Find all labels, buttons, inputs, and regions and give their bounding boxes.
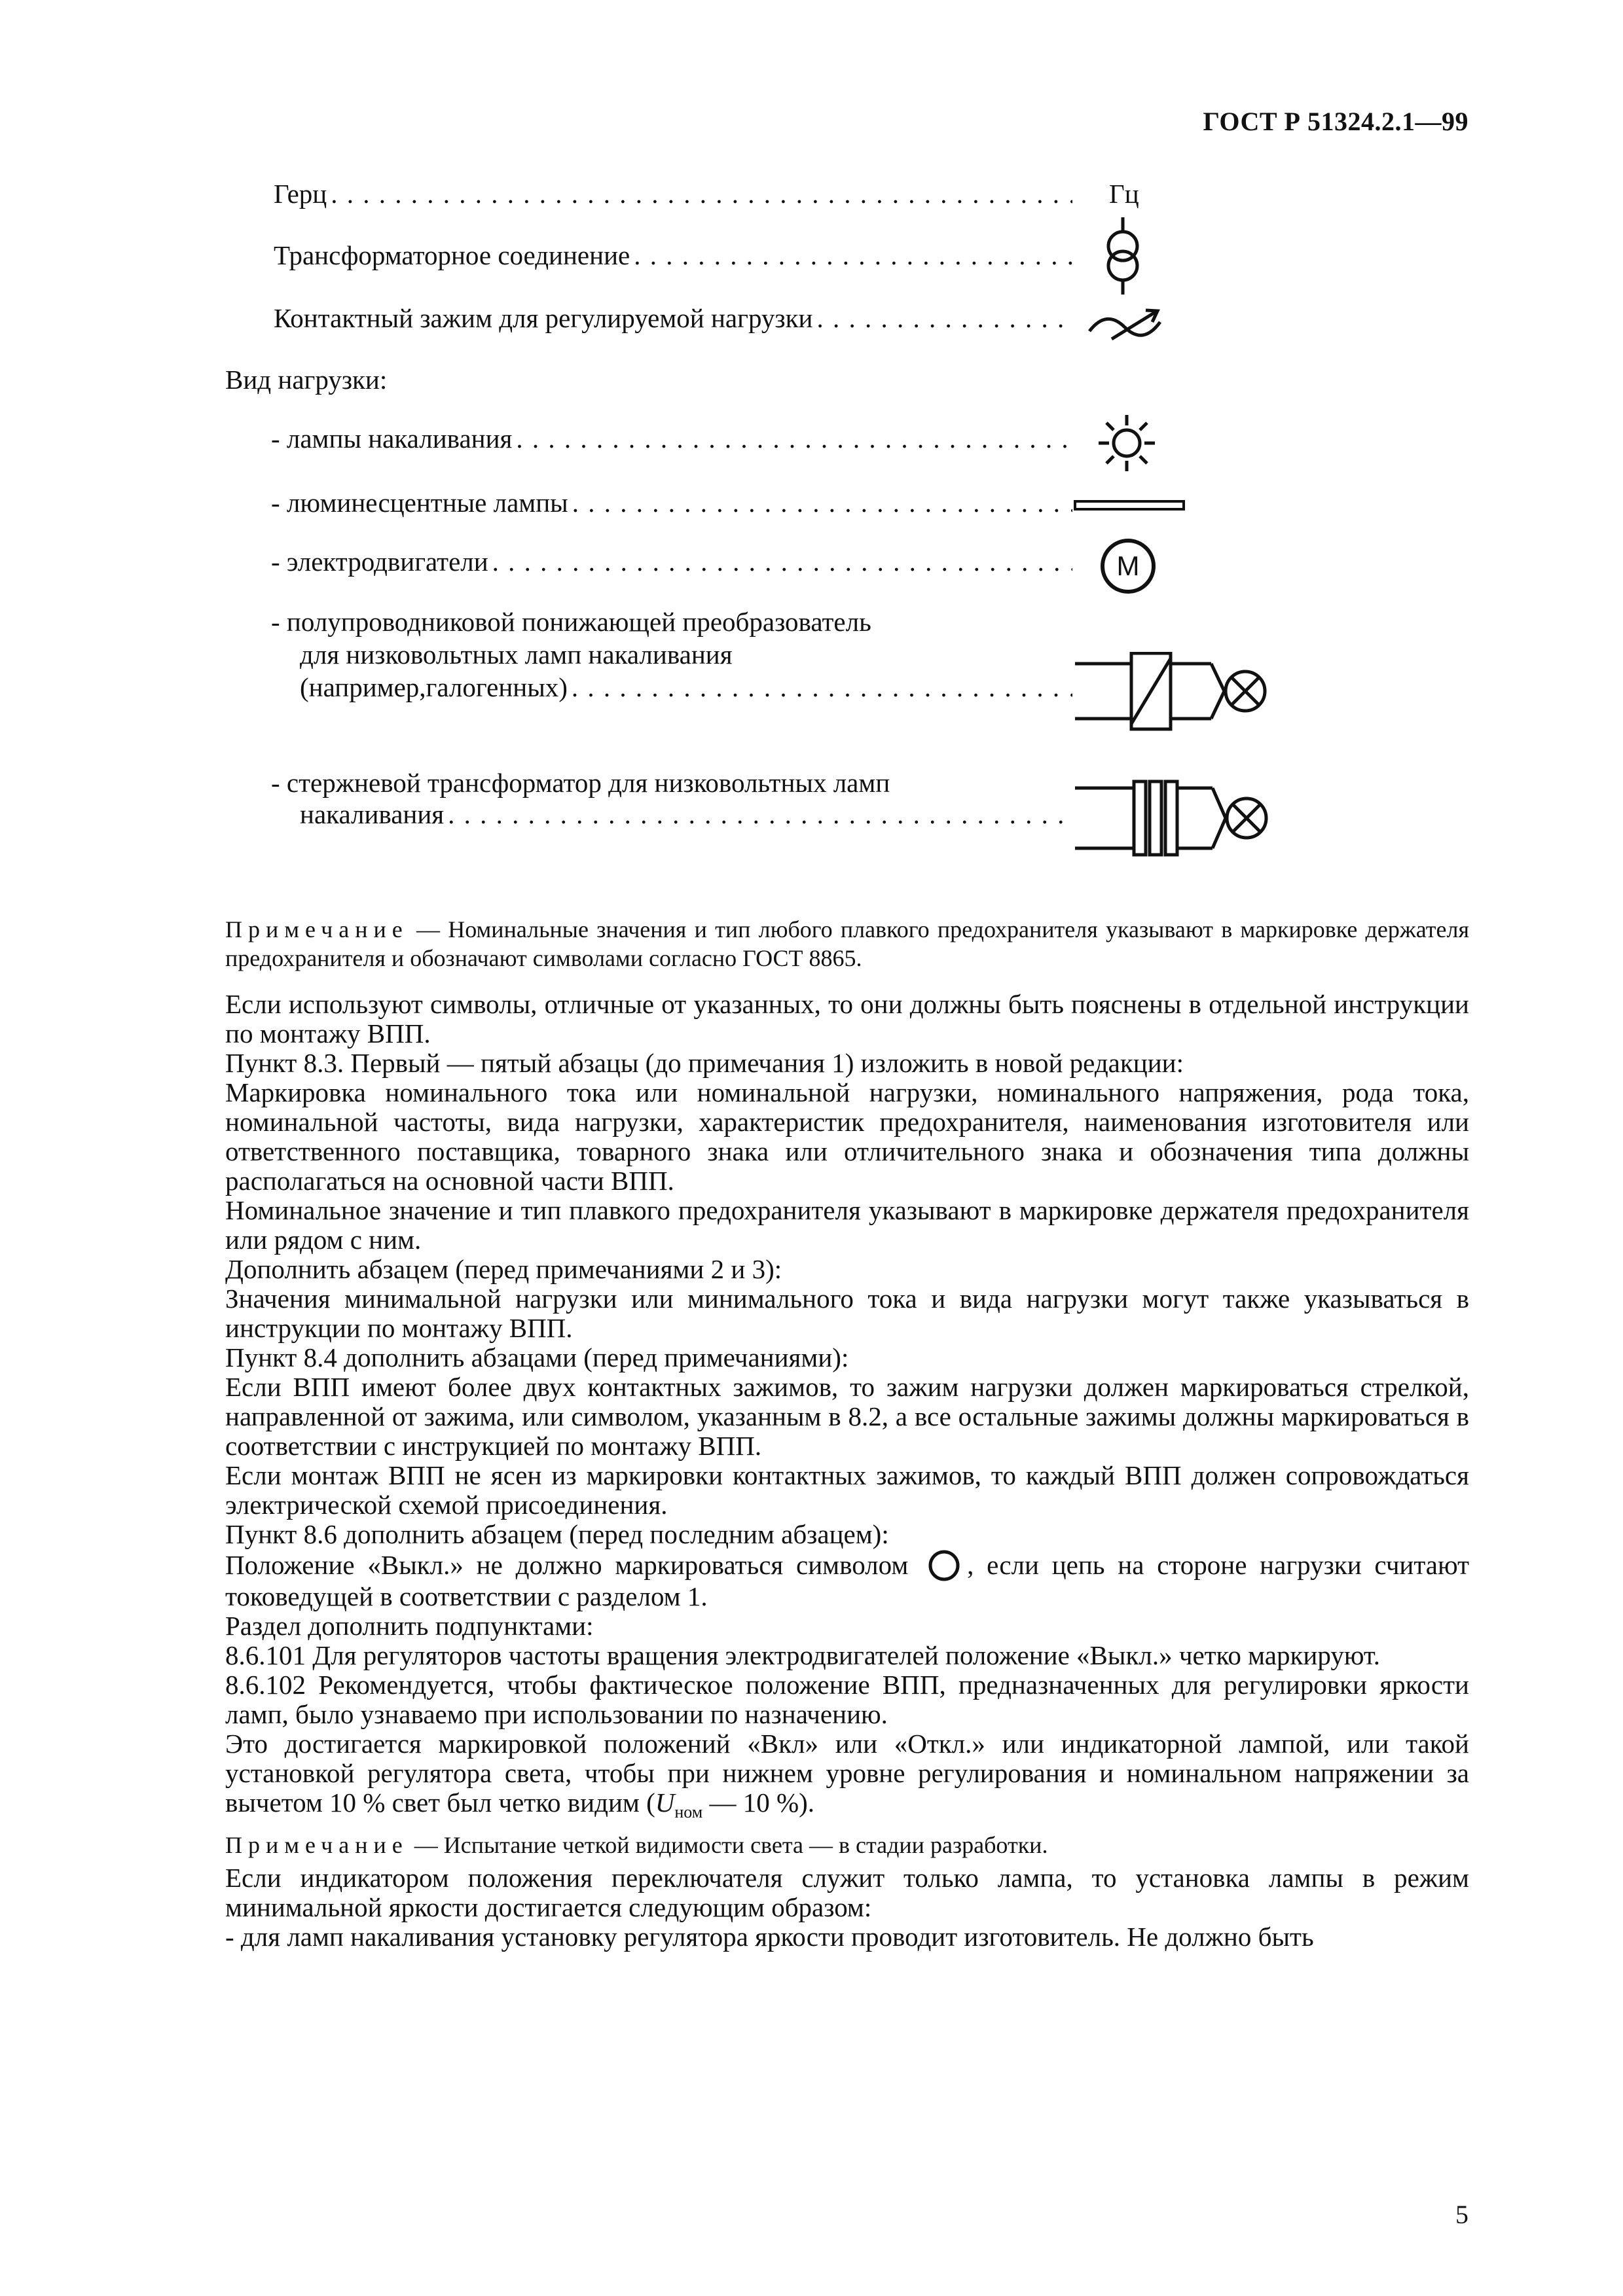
semiconductor-line3: (например,галогенных) — [300, 672, 568, 702]
dot-leader — [516, 423, 1072, 454]
note-2-prefix: Примечание — [225, 1832, 409, 1859]
paragraph: Если используют символы, отличные от указанных, то они должны быть пояснены в отдельной инструкции по монтажу ВПП. — [225, 989, 1469, 1049]
paragraph-part: Это достигается маркировкой положений «Вкл» или «Откл.» или индикаторной лампой, или такой установкой регулятора света, чтобы при нижнем уровне регулирования и номинальном напряжении за вычетом 10 % свет был четко видим ( — [225, 1729, 1469, 1818]
paragraph-part: Положение «Выкл.» не должно маркироваться символом — [225, 1550, 909, 1580]
hertz-symbol: Гц — [1109, 179, 1139, 209]
paragraph: Маркировка номинального тока или номинальной нагрузки, номинального напряжения, рода тока, номинальной частоты, вида нагрузки, характеристик предохранителя, наименования изготовителя или ответственного поставщика, товарного знака или отличительного знака и обозначения типа должны располагаться на основной части ВПП. — [225, 1077, 1469, 1196]
paragraph: - для ламп накаливания установку регулятора яркости проводит изготовитель. Не должно быть — [225, 1922, 1314, 1952]
fluorescent-lamp-icon — [1074, 499, 1185, 512]
note-2-text: — Испытание четкой видимости света — в стадии разработки. — [408, 1832, 1048, 1859]
lamps-row — [271, 423, 1072, 454]
semiconductor-line1: - полупроводниковой понижающей преобразователь — [271, 607, 871, 637]
load-type-title: Вид нагрузки: — [225, 365, 388, 395]
motor-letter: M — [1116, 550, 1140, 581]
transformer-row — [274, 240, 1072, 271]
voltage-symbol: U — [655, 1787, 675, 1818]
dot-leader — [816, 302, 1072, 334]
hertz-row — [274, 178, 1072, 209]
paragraph-with-symbol — [225, 1549, 1469, 1611]
motor-icon — [1099, 537, 1158, 596]
core-transformer-row — [300, 798, 1072, 830]
paragraph: Пункт 8.4 дополнить абзацами (перед примечаниями): — [225, 1342, 849, 1372]
document-header: ГОСТ Р 51324.2.1—99 — [1203, 107, 1468, 136]
lamps-label: - лампы накаливания — [271, 423, 513, 454]
note-1-prefix: Примечание — [225, 916, 409, 942]
contact-label: Контактный зажим для регулируемой нагрузки — [274, 303, 813, 333]
contact-row — [274, 302, 1072, 334]
adjustable-load-icon — [1087, 302, 1165, 348]
transformer-icon — [1093, 217, 1152, 296]
core-transformer-line2: накаливания — [300, 799, 445, 829]
off-circle-icon — [925, 1549, 963, 1582]
paragraph: 8.6.102 Рекомендуется, чтобы фактическое положение ВПП, предназначенных для регулировки яркости ламп, было узнаваемо при использовании по назначению. — [225, 1670, 1469, 1729]
fluorescent-label: - люминесцентные лампы — [271, 488, 568, 518]
paragraph: Если индикатором положения переключателя служит только лампа, то установка лампы в режим минимальной яркости достигается следующим образом: — [225, 1863, 1469, 1923]
paragraph: Значения минимальной нагрузки или минимального тока и вида нагрузки могут также указываться в инструкции по монтажу ВПП. — [225, 1283, 1469, 1343]
page-number: 5 — [1455, 2200, 1468, 2229]
paragraph-with-formula — [225, 1729, 1469, 1827]
paragraph: Номинальное значение и тип плавкого предохранителя указывают в маркировке держателя предохранителя или рядом с ним. — [225, 1195, 1469, 1255]
semiconductor-line2: для низковольтных ламп накаливания — [300, 639, 733, 670]
paragraph: Раздел дополнить подпунктами: — [225, 1611, 594, 1641]
semiconductor-row — [300, 672, 1072, 703]
paragraph: 8.6.101 Для регуляторов частоты вращения электродвигателей положение «Выкл.» четко маркируют. — [225, 1640, 1381, 1670]
paragraph: Пункт 8.3. Первый — пятый абзацы (до примечания 1) изложить в новой редакции: — [225, 1048, 1184, 1078]
dot-leader — [572, 487, 1072, 518]
note-1 — [225, 915, 1469, 973]
note-2 — [225, 1827, 1469, 1863]
motors-row — [271, 546, 1072, 577]
semiconductor-converter-icon — [1074, 652, 1296, 737]
fluorescent-row — [271, 487, 1072, 518]
dot-leader — [572, 672, 1072, 703]
motors-label: - электродвигатели — [271, 547, 488, 577]
transformer-label: Трансформаторное соединение — [274, 240, 630, 270]
dot-leader — [492, 546, 1072, 577]
body-text — [225, 990, 1469, 1952]
paragraph-part: — 10 %). — [702, 1787, 815, 1818]
paragraph-part: , если цепь на стороне нагрузки считают токоведущей в соответствии с разделом 1. — [225, 1550, 1469, 1611]
dot-leader — [331, 178, 1072, 209]
paragraph: Дополнить абзацем (перед примечаниями 2 и 3): — [225, 1254, 782, 1284]
paragraph: Если ВПП имеют более двух контактных зажимов, то зажим нагрузки должен маркироваться стрелкой, направленной от зажима, или символом, указанным в 8.2, а все остальные зажимы должны маркироваться в соответствии с инструкцией по монтажу ВПП. — [225, 1372, 1469, 1461]
dot-leader — [634, 240, 1072, 271]
paragraph: Пункт 8.6 дополнить абзацем (перед последним абзацем): — [225, 1519, 889, 1549]
core-transformer-line1: - стержневой трансформатор для низковольтных ламп — [271, 768, 890, 798]
incandescent-lamp-icon — [1097, 414, 1156, 473]
note-1-text: — Номинальные значения и тип любого плавкого предохранителя указывают в маркировке держателя предохранителя и обозначают символами согласно ГОСТ 8865. — [225, 916, 1469, 971]
dot-leader — [448, 798, 1072, 830]
core-transformer-icon — [1074, 779, 1296, 864]
voltage-subscript: ном — [674, 1803, 703, 1822]
paragraph: Если монтаж ВПП не ясен из маркировки контактных зажимов, то каждый ВПП должен сопровождаться электрической схемой присоединения. — [225, 1460, 1469, 1520]
hertz-label: Герц — [274, 179, 327, 209]
